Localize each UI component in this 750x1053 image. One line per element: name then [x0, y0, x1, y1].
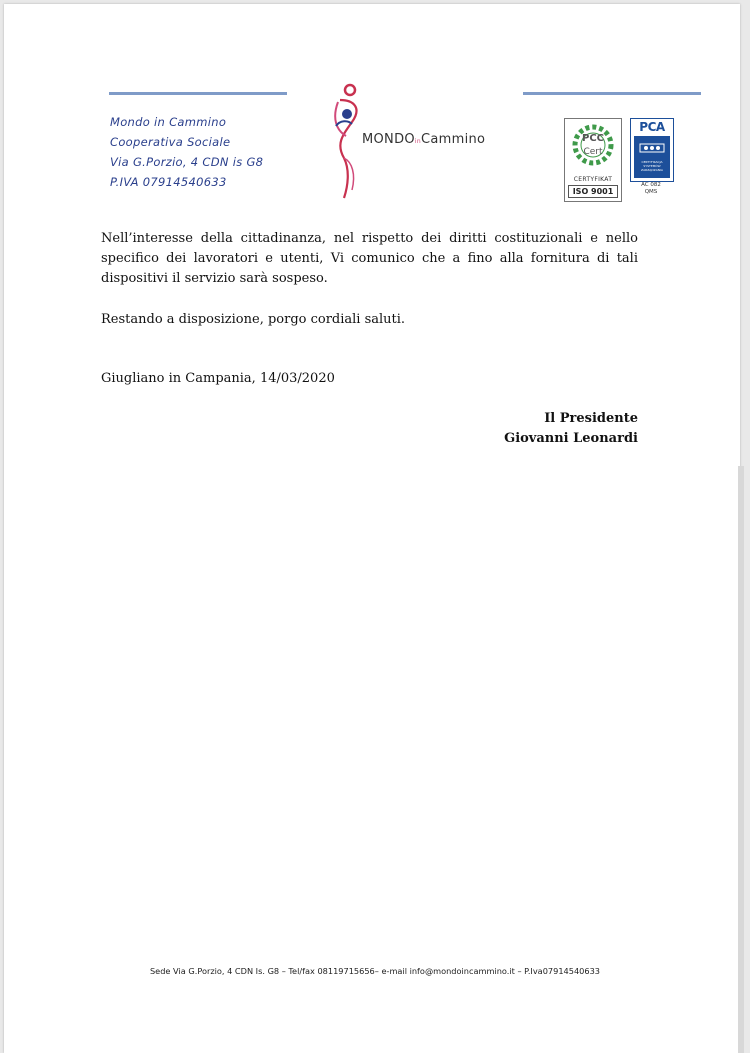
pca-band [634, 136, 670, 178]
sender-line: Via G.Porzio, 4 CDN is G8 [110, 155, 264, 169]
page-footer: Sede Via G.Porzio, 4 CDN Is. G8 – Tel/fax 08119715656– e-mail info@mondoincammino.it – P.Iva07914540633 [149, 966, 600, 976]
header-rule-left [109, 92, 287, 95]
sender-line: Mondo in Cammino [110, 115, 227, 129]
pcc-label: CERTYFIKAT [573, 176, 613, 183]
signer-title: Il Presidente [544, 411, 638, 426]
pca-seal-icon [634, 136, 670, 158]
logo-wordmark [362, 132, 485, 147]
logo-main-text: MONDO [362, 132, 415, 147]
logo-small-text: in [414, 138, 421, 145]
pca-code-block [630, 182, 672, 196]
signer-name: Giovanni Leonardi [504, 431, 638, 446]
letter-body: Nell’interesse della cittadinanza, nel rispetto dei diritti costituzionali e nello specifico dei lavoratori e utenti, Vi comunico che a fino alla fornitura di tali dispositivi il servizio sarà sospeso. [101, 231, 638, 286]
sender-block [110, 112, 263, 192]
sender-line: Cooperativa Sociale [110, 135, 231, 149]
pca-brand: PCA [639, 120, 665, 134]
pcc-gear-icon [569, 121, 617, 173]
pca-band-text: CERTYFIKACJA SYSTEMÓW ZARZĄDZANIA [641, 160, 663, 172]
scrollbar[interactable] [738, 466, 744, 1053]
place-date: Giugliano in Campania, 14/03/2020 [101, 371, 335, 386]
pcc-sub-text: Cert [583, 147, 603, 157]
pca-code: AC 082 [641, 182, 661, 188]
signature-block [504, 409, 638, 449]
header-rule-right [523, 92, 701, 95]
pcc-cert-badge [564, 118, 622, 202]
pca-cert-badge [630, 118, 674, 182]
pcc-standard: ISO 9001 [568, 185, 618, 198]
pcc-brand-text: PCC [581, 133, 605, 144]
pca-qms: QMS [644, 189, 658, 195]
logo-tail-text: Cammino [421, 132, 486, 147]
letter-closing: Restando a disposizione, porgo cordiali saluti. [101, 312, 406, 327]
company-logo [322, 78, 492, 202]
sender-line: P.IVA 07914540633 [110, 175, 227, 189]
